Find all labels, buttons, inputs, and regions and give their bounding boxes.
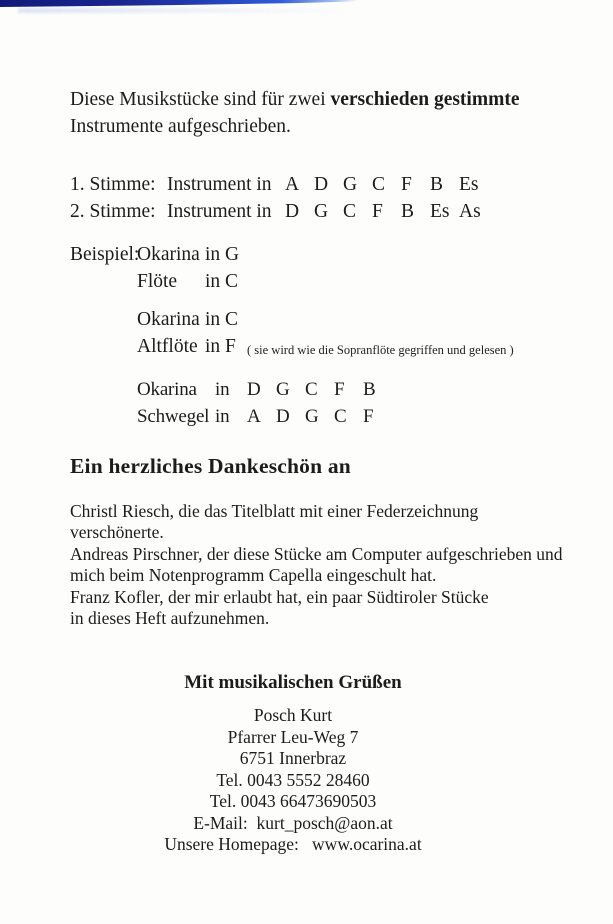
note-letter: C — [305, 379, 318, 400]
note-letter: F — [334, 379, 345, 400]
contact-phone-2: Tel. 0043 66473690503 — [209, 791, 377, 812]
thanks-heading: Ein herzliches Dankeschön an — [70, 454, 351, 478]
example-notes-row-1 — [70, 376, 563, 403]
example-row — [70, 268, 563, 295]
instrument-key: in C — [205, 271, 239, 292]
instrument-name: Flöte — [137, 271, 178, 292]
contact-name: Posch Kurt — [253, 705, 333, 726]
thanks-line: verschönerte. — [70, 522, 164, 543]
closing-wrap — [70, 672, 516, 694]
instrument-name: Okarina — [137, 244, 200, 265]
example-note-rows — [70, 376, 563, 430]
spacer — [70, 306, 137, 333]
note-letter: C — [334, 406, 347, 427]
contact-city: 6751 Innerbraz — [239, 748, 347, 769]
closing-greeting: Mit musikalischen Grüßen — [184, 672, 402, 694]
instrument-name: Okarina — [137, 309, 200, 330]
thanks-line: Christl Riesch, die das Titelblatt mit einer Federzeichnung — [70, 501, 479, 521]
contact-street: Pfarrer Leu-Weg 7 — [227, 726, 359, 747]
fingering-annotation: ( sie wird wie die Sopranflöte gegriffen und gelesen ) — [247, 343, 514, 357]
example-row-annotated — [70, 333, 563, 364]
voice-1-label: 1. Stimme: — [70, 174, 156, 195]
voice-2-label: 2. Stimme: — [70, 201, 156, 222]
spacer — [70, 268, 137, 295]
voice-row-2 — [70, 198, 563, 225]
instrument-key: in C — [205, 309, 239, 330]
instrument-name: Okarina — [137, 379, 197, 400]
example-block — [70, 241, 563, 430]
page-content — [0, 86, 613, 856]
voice-2-note: B — [401, 201, 415, 222]
voice-1-note: C — [372, 174, 386, 195]
thanks-line: Andreas Pirschner, der diese Stücke am Computer aufgeschrieben und — [70, 543, 563, 564]
intro-text-line2: Instrumente aufgeschrieben. — [70, 116, 291, 137]
contact-email: E-Mail: kurt_posch@aon.at — [193, 812, 393, 833]
note-letter: D — [247, 379, 261, 400]
thanks-line: mich beim Notenprogramm Capella eingeschult hat. — [70, 565, 437, 586]
thanks-paragraph — [70, 501, 563, 629]
contact-block — [70, 705, 516, 856]
voice-2-note: Es — [430, 201, 450, 222]
voice-1-note: D — [314, 174, 329, 195]
intro-paragraph — [70, 86, 563, 140]
note-letter: B — [363, 379, 376, 400]
voice-2-note: F — [372, 201, 383, 222]
example-row — [70, 306, 563, 333]
voice-2-note: D — [285, 201, 300, 222]
voice-2-note: G — [314, 201, 329, 222]
instrument-name: Schwegel — [137, 406, 210, 427]
note-letter: G — [276, 379, 290, 400]
voice-list — [70, 171, 563, 225]
note-letter: F — [363, 406, 374, 427]
note-letter: G — [305, 406, 319, 427]
note-letter: A — [247, 406, 261, 427]
spacer — [70, 403, 137, 430]
example-notes-row-2 — [70, 403, 563, 430]
voice-1-note: F — [401, 174, 412, 195]
voice-row-1 — [70, 171, 563, 198]
thanks-line: in dieses Heft aufzunehmen. — [70, 608, 270, 629]
voice-2-note: C — [343, 201, 357, 222]
note-letter: D — [276, 406, 290, 427]
voice-1-prefix: Instrument in — [167, 174, 272, 195]
scan-smudge-artifact — [18, 8, 348, 13]
voice-2-note: As — [459, 201, 481, 222]
key-prefix: in — [215, 406, 230, 427]
voice-1-note: Es — [459, 174, 479, 195]
spacer — [70, 376, 137, 403]
voice-1-note: B — [430, 174, 444, 195]
example-label: Beispiel: — [70, 244, 140, 265]
voice-2-prefix: Instrument in — [167, 201, 272, 222]
intro-text-normal: Diese Musikstücke sind für zwei — [70, 89, 331, 110]
instrument-key: in F — [205, 336, 236, 357]
intro-text-bold: verschieden gestimmte — [330, 89, 520, 110]
voice-1-note: A — [285, 174, 300, 195]
example-row — [70, 241, 563, 268]
contact-homepage: Unsere Homepage: www.ocarina.at — [164, 834, 422, 855]
instrument-key: in G — [205, 244, 240, 265]
example-pair-2 — [70, 306, 563, 364]
contact-phone-1: Tel. 0043 5552 28460 — [216, 769, 370, 790]
thanks-line: Franz Kofler, der mir erlaubt hat, ein paar Südtiroler Stücke — [70, 586, 489, 607]
voice-1-note: G — [343, 174, 358, 195]
instrument-name: Altflöte — [137, 336, 198, 357]
key-prefix: in — [215, 379, 230, 400]
